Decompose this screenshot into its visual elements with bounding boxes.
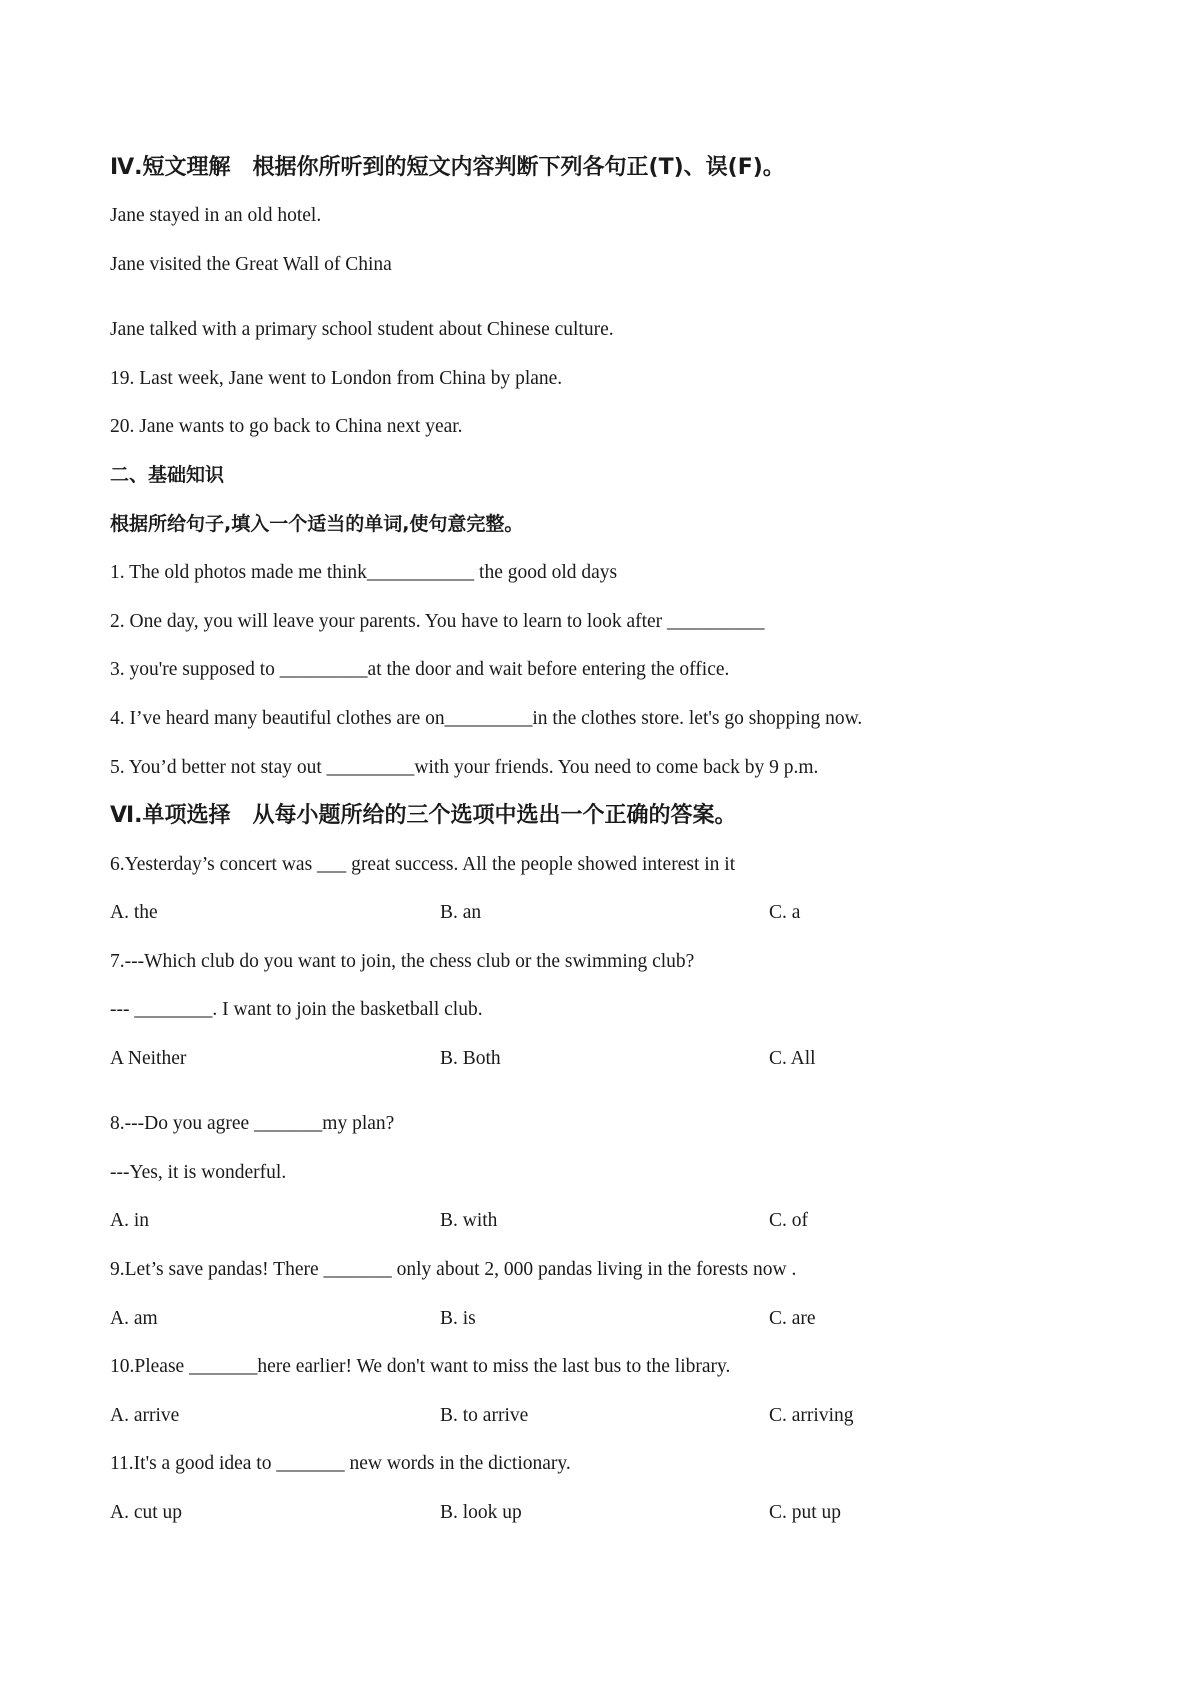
fill-blank-item: 1. The old photos made me think___________ the good old days <box>110 562 618 583</box>
statement-item: Jane visited the Great Wall of China <box>110 254 392 275</box>
option-a: A. the <box>110 902 158 923</box>
question-stem: 7.---Which club do you want to join, the chess club or the swimming club? <box>110 951 695 972</box>
statement-item: 19. Last week, Jane went to London from China by plane. <box>110 368 563 389</box>
option-b: B. look up <box>440 1502 522 1523</box>
question-stem: 8.---Do you agree _______my plan? <box>110 1113 395 1134</box>
option-a: A. am <box>110 1308 158 1329</box>
option-b: B. to arrive <box>440 1405 529 1426</box>
option-c: C. put up <box>769 1502 842 1523</box>
option-a: A Neither <box>110 1048 187 1069</box>
option-c: C. a <box>769 902 801 923</box>
statement-item: Jane stayed in an old hotel. <box>110 205 322 226</box>
option-b: B. with <box>440 1210 498 1231</box>
fill-blank-item: 3. you're supposed to _________at the door and wait before entering the office. <box>110 659 730 680</box>
option-c: C. are <box>769 1308 816 1329</box>
option-b: B. Both <box>440 1048 501 1069</box>
option-b: B. an <box>440 902 482 923</box>
section-2-heading: 二、基础知识 <box>110 464 225 486</box>
section-4-heading: Ⅳ.短文理解 根据你所听到的短文内容判断下列各句正(T)、误(F)。 <box>110 155 785 180</box>
fill-blank-item: 5. You’d better not stay out _________with your friends. You need to come back by 9 p.m. <box>110 757 819 778</box>
question-stem: 10.Please _______here earlier! We don't want to miss the last bus to the library. <box>110 1356 731 1377</box>
question-answer-line: --- ________. I want to join the basketball club. <box>110 999 483 1020</box>
fill-blank-item: 4. I’ve heard many beautiful clothes are on_________in the clothes store. let's go shopping now. <box>110 708 863 729</box>
question-stem: 11.It's a good idea to _______ new words in the dictionary. <box>110 1453 571 1474</box>
question-stem: 6.Yesterday’s concert was ___ great success. All the people showed interest in it <box>110 854 736 875</box>
option-a: A. in <box>110 1210 149 1231</box>
section-6-heading: Ⅵ.单项选择 从每小题所给的三个选项中选出一个正确的答案。 <box>110 803 737 828</box>
question-answer-line: ---Yes, it is wonderful. <box>110 1162 287 1183</box>
option-b: B. is <box>440 1308 476 1329</box>
statement-item: Jane talked with a primary school student about Chinese culture. <box>110 319 614 340</box>
fill-blank-item: 2. One day, you will leave your parents. You have to learn to look after __________ <box>110 611 765 632</box>
option-c: C. All <box>769 1048 816 1069</box>
question-stem: 9.Let’s save pandas! There _______ only about 2, 000 pandas living in the forests now . <box>110 1259 797 1280</box>
option-c: C. of <box>769 1210 808 1231</box>
option-a: A. cut up <box>110 1502 183 1523</box>
option-a: A. arrive <box>110 1405 180 1426</box>
option-c: C. arriving <box>769 1405 854 1426</box>
statement-item: 20. Jane wants to go back to China next year. <box>110 416 463 437</box>
section-2-instruction: 根据所给句子,填入一个适当的单词,使句意完整。 <box>110 513 524 535</box>
